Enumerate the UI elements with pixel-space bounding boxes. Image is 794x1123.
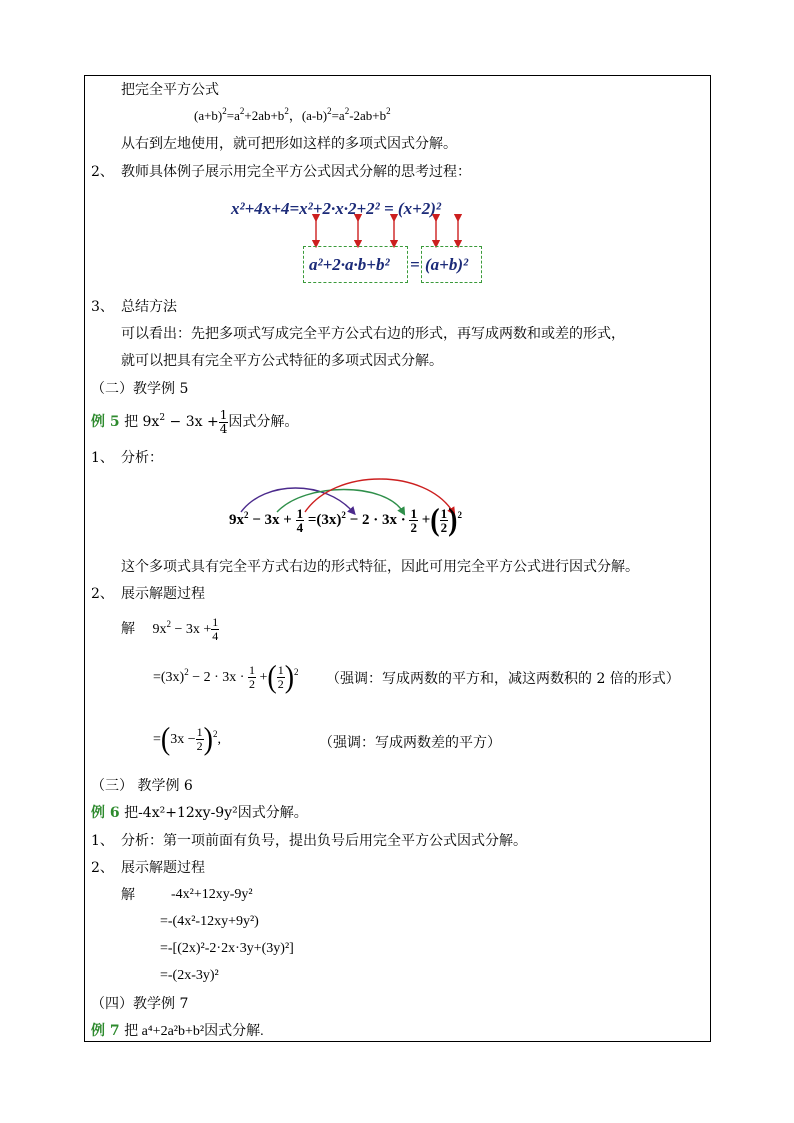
ex6-proc-label: 展示解题过程 xyxy=(121,860,205,876)
ex6-step-2: =-(4x²-12xy+9y²) xyxy=(160,914,259,929)
example-6-statement: 例 6 把-4x²+12xy-9y²因式分解。 xyxy=(91,805,308,821)
example-7-statement: 例 7 把 a⁴+2a²b+b²因式分解. xyxy=(91,1023,264,1039)
solution-line-2: $=(3x)^2 - 2 \cdot 3x$ · $\frac{1}{2}$ +( $\frac{1}{2}$ )$^2$ xyxy=(153,659,299,696)
square-formulas: $(a+b)^2=a^2+2ab+b^2$，$(a-b)^2=a^2-2ab+b^2$ xyxy=(194,106,391,123)
ex6-step-3: =-[(2x)²-2·2x·3y+(3y)²] xyxy=(160,941,294,956)
ex5-analysis-label: 分析： xyxy=(121,450,163,466)
step3-paragraph-1: 可以看出：先把多项式写成完全平方公式右边的形式，再写成两数和或差的形式， xyxy=(121,326,625,342)
example-6-label: 例 6 xyxy=(91,805,120,821)
intro-usage: 从右到左地使用，就可把形如这样的多项式因式分解。 xyxy=(121,136,457,152)
identity-equals: = xyxy=(410,255,420,274)
mapping-arrows xyxy=(300,214,480,248)
ex6-proc-number: 2、 xyxy=(91,860,114,876)
ex6-jie: 解 xyxy=(121,887,135,903)
ex5-proc-number: 2、 xyxy=(91,586,114,602)
step3-paragraph-2: 就可以把具有完全平方公式特征的多项式因式分解。 xyxy=(121,353,443,369)
solution-line-1: 解 $9x^2 - 3x$ + $\frac{1}{4}$ xyxy=(121,615,219,644)
step2-number: 2、 xyxy=(91,164,114,180)
ex6-step-4: =-(2x-3y)² xyxy=(160,968,219,983)
section-title-3: （三） 教学例 6 xyxy=(91,778,193,794)
example-5-analysis-formula: $9x^2 - 3x$ + $\frac{1}{4}$ $=(3x)^2 - 2 \cdot 3x$ · $\frac{1}{2}$ +( $\frac{1}{2}$ )$^2$ xyxy=(229,502,462,538)
example-5-statement: 例 5 把 $9x^2 - 3x$ + $\frac{1}{4}$ 因式分解。 xyxy=(91,407,299,436)
ex6-step-1: -4x²+12xy-9y² xyxy=(171,887,253,902)
step3-title: 总结方法 xyxy=(121,299,177,315)
fraction-quarter: $\frac{1}{4}$ xyxy=(219,407,228,436)
identity-left: a²+2·a·b+b² xyxy=(309,255,390,274)
section-title-4: （四）教学例 7 xyxy=(91,996,189,1012)
intro-line: 把完全平方公式 xyxy=(121,82,219,98)
solution-note-1: （强调：写成两数的平方和，减这两数积的 2 倍的形式） xyxy=(326,671,680,687)
solution-note-2: （强调：写成两数差的平方） xyxy=(319,735,501,751)
ex5-analysis-number: 1、 xyxy=(91,450,114,466)
example-5-label: 例 5 xyxy=(91,414,120,430)
step2-text: 教师具体例子展示用完全平方公式因式分解的思考过程： xyxy=(121,164,471,180)
ex6-analysis-number: 1、 xyxy=(91,833,114,849)
section-title-2: （二）教学例 5 xyxy=(91,381,189,397)
example-7-label: 例 7 xyxy=(91,1023,120,1039)
expansion-formula: x²+4x+4=x²+2·x·2+2² = (x+2)² xyxy=(231,199,442,218)
ex6-analysis-text: 分析：第一项前面有负号，提出负号后用完全平方公式因式分解。 xyxy=(121,833,527,849)
solution-line-3: =(3x − $\frac{1}{2}$ )$^2$, xyxy=(153,721,221,758)
example-5-note: 这个多项式具有完全平方式右边的形式特征，因此可用完全平方公式进行因式分解。 xyxy=(121,559,639,575)
ex5-proc-label: 展示解题过程 xyxy=(121,586,205,602)
step3-number: 3、 xyxy=(91,299,114,315)
identity-right: (a+b)² xyxy=(425,255,469,274)
